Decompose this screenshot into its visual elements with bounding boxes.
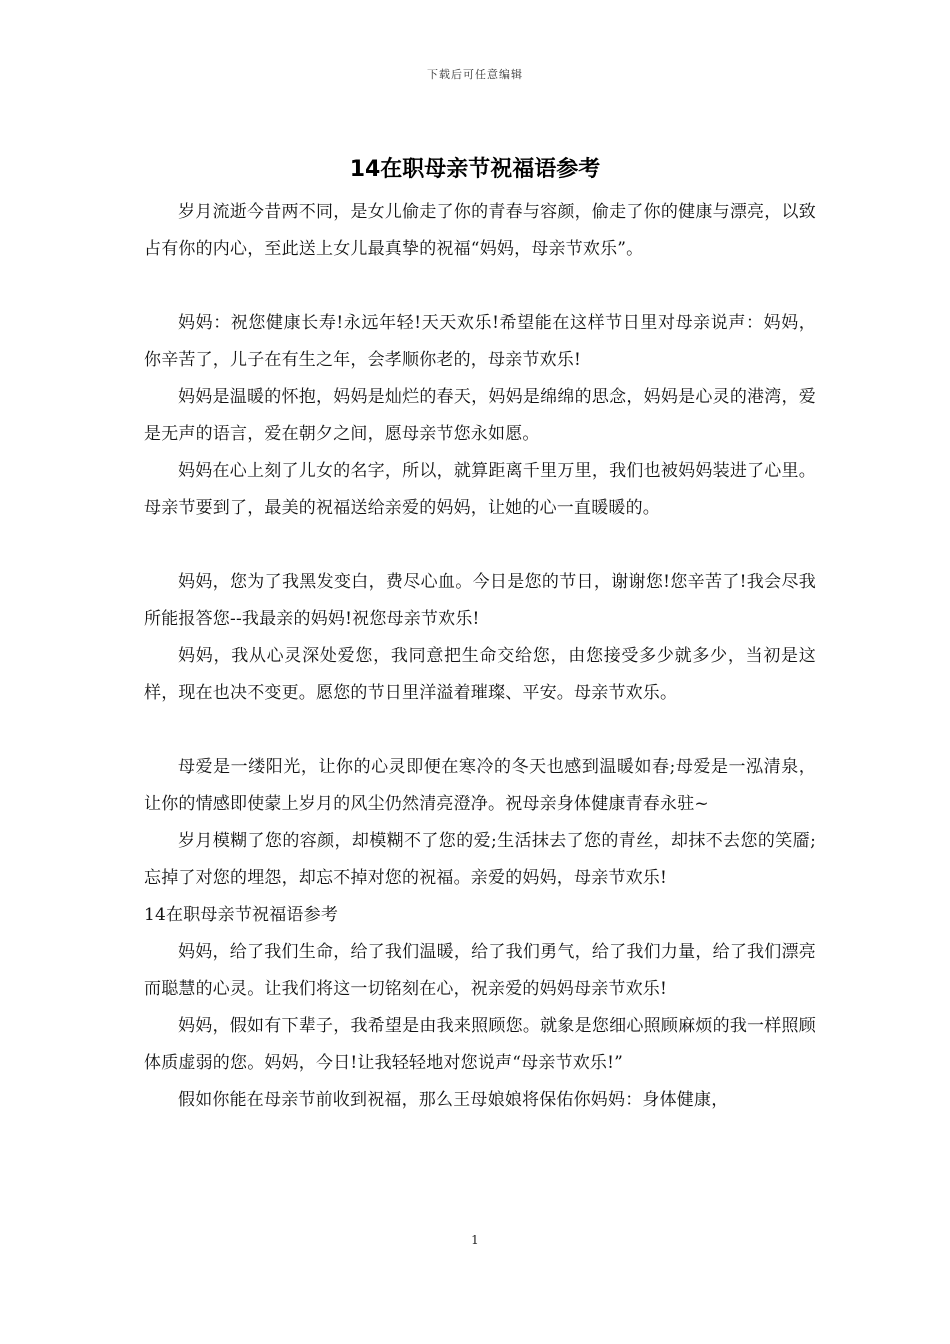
paragraph-11: 假如你能在母亲节前收到祝福，那么王母娘娘将保佑你妈妈：身体健康， [178, 1090, 729, 1110]
paragraph-1: 岁月流逝今昔两不同，是女儿偷走了你的青春与容颜，偷走了你的健康与漂亮，以致占有你的内心，至此送上女儿最真挚的祝福“妈妈，母亲节欢乐”。 [144, 202, 816, 259]
paragraph-7: 母爱是一缕阳光，让你的心灵即便在寒冷的冬天也感到温暖如春;母爱是一泓清泉，让你的情感即使蒙上岁月的风尘仍然清亮澄净。祝母亲身体健康青春永驻~ [144, 757, 816, 814]
blank-line [144, 268, 816, 305]
paragraph-8: 岁月模糊了您的容颜，却模糊不了您的爱;生活抹去了您的青丝，却抹不去您的笑靥;忘掉了对您的埋怨，却忘不掉对您的祝福。亲爱的妈妈，母亲节欢乐! [144, 831, 816, 888]
paragraph-4: 妈妈在心上刻了儿女的名字，所以，就算距离千里万里，我们也被妈妈装进了心里。母亲节要到了，最美的祝福送给亲爱的妈妈，让她的心一直暖暖的。 [144, 461, 816, 518]
paragraph-6: 妈妈，我从心灵深处爱您，我同意把生命交给您，由您接受多少就多少，当初是这样，现在也决不变更。愿您的节日里洋溢着璀璨、平安。母亲节欢乐。 [144, 646, 816, 703]
paragraph-5: 妈妈，您为了我黑发变白，费尽心血。今日是您的节日，谢谢您!您辛苦了!我会尽我所能报答您--我最亲的妈妈!祝您母亲节欢乐! [144, 572, 816, 629]
document-title: 14在职母亲节祝福语参考 [349, 157, 601, 182]
blank-line [144, 527, 816, 564]
page-header-note: 下载后可任意编辑 [427, 68, 523, 81]
document-body [144, 194, 816, 1119]
paragraph-9: 妈妈，给了我们生命，给了我们温暖，给了我们勇气，给了我们力量，给了我们漂亮而聪慧的心灵。让我们将这一切铭刻在心，祝亲爱的妈妈母亲节欢乐! [144, 942, 816, 999]
page-number: 1 [471, 1233, 479, 1247]
section-subheading: 14在职母亲节祝福语参考 [144, 905, 339, 925]
paragraph-3: 妈妈是温暖的怀抱，妈妈是灿烂的春天，妈妈是绵绵的思念，妈妈是心灵的港湾，爱是无声的语言，爱在朝夕之间，愿母亲节您永如愿。 [144, 387, 816, 444]
paragraph-2: 妈妈：祝您健康长寿!永远年轻!天天欢乐!希望能在这样节日里对母亲说声：妈妈，你辛苦了，儿子在有生之年，会孝顺你老的，母亲节欢乐! [144, 313, 816, 370]
blank-line [144, 712, 816, 749]
paragraph-10: 妈妈，假如有下辈子，我希望是由我来照顾您。就象是您细心照顾麻烦的我一样照顾体质虚弱的您。妈妈，今日!让我轻轻地对您说声“母亲节欢乐!” [144, 1016, 816, 1073]
